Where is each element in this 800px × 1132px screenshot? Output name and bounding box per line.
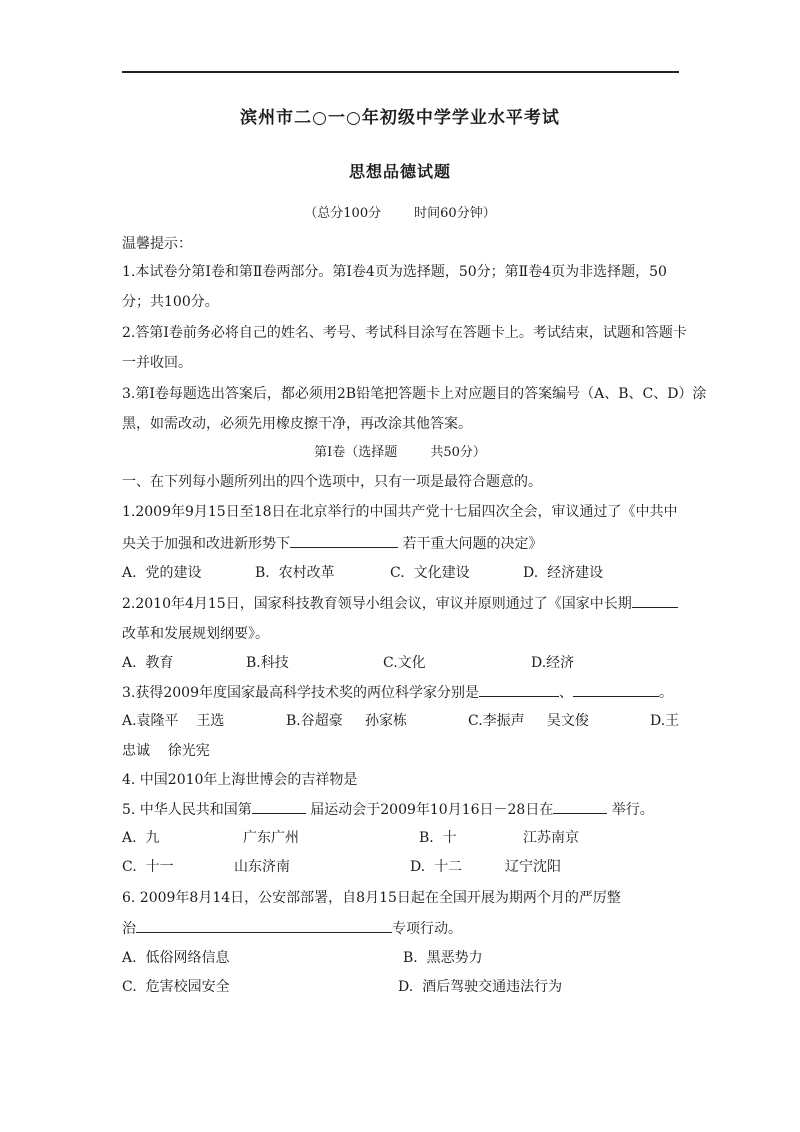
section-heading: 第Ⅰ卷（选择题 共50分） (314, 445, 486, 460)
q6-option-b: B. 黑恶势力 (403, 950, 483, 966)
q1-option-c: C. 文化建设 (390, 565, 470, 581)
section-instruction: 一、在下列每小题所列出的四个选项中，只有一项是最符合题意的。 (122, 474, 542, 490)
q5-option-c-place: 山东济南 (234, 859, 290, 875)
q3-blank-1 (479, 684, 559, 697)
q2-option-c: C.文化 (383, 655, 426, 671)
q5-line-1 (122, 801, 654, 818)
q1-option-d: D. 经济建设 (523, 565, 604, 581)
q5-blank-1 (252, 801, 306, 814)
q3-end: 。 (659, 685, 673, 701)
exam-note: （总分100分 时间60分钟） (304, 206, 496, 221)
q6-option-a: A. 低俗网络信息 (122, 950, 230, 966)
q5-option-a: A. 九 (122, 830, 160, 846)
q5-stem-b: 届运动会于2009年10月16日－28日在 (305, 802, 554, 818)
q3-option-c: C.李振声 吴文俊 (468, 713, 589, 729)
q2-option-b: B.科技 (246, 655, 289, 671)
q3-option-d-wrap: 忠诚 徐光宪 (122, 743, 210, 759)
q2-line-1 (122, 595, 678, 612)
tip-3-line-2: 黑，如需改动，必须先用橡皮擦干净，再改涂其他答案。 (122, 416, 472, 432)
q3-separator: 、 (559, 685, 573, 701)
q1-stem-a: 央关于加强和改进新形势下 (122, 536, 290, 552)
q1-stem-b: 若干重大问题的决定》 (398, 536, 543, 552)
tip-3-line-1: 3.第Ⅰ卷每题选出答案后，都必须用2B铅笔把答题卡上对应题目的答案编号（A、B、C、D）涂 (122, 386, 707, 402)
q3-blank-2 (573, 684, 659, 697)
q1-option-a: A. 党的建设 (122, 565, 202, 581)
header-rule (122, 71, 679, 73)
q6-option-d: D. 酒后驾驶交通违法行为 (398, 979, 563, 995)
tip-2-line-2: 一并收回。 (122, 355, 192, 371)
q4-line-1: 4. 中国2010年上海世博会的吉祥物是 (122, 772, 358, 788)
q5-option-a-place: 广东广州 (243, 830, 299, 846)
exam-subtitle: 思想品德试题 (348, 162, 451, 181)
q6-blank (136, 920, 392, 933)
tip-1-line-1: 1.本试卷分第Ⅰ卷和第Ⅱ卷两部分。第Ⅰ卷4页为选择题，50分；第Ⅱ卷4页为非选择题，50 (122, 264, 667, 280)
q6-option-c: C. 危害校园安全 (122, 979, 230, 995)
q1-option-b: B. 农村改革 (255, 565, 335, 581)
exam-title: 滨州市二○一○年初级中学学业水平考试 (240, 108, 560, 128)
q1-line-2 (122, 535, 542, 552)
q3-option-d: D.王 (650, 713, 680, 729)
q6-line-1: 6. 2009年8月14日，公安部部署，自8月15日起在全国开展为期两个月的严厉整 (122, 890, 621, 906)
tip-1-line-2: 分；共100分。 (122, 294, 219, 310)
q3-option-a: A.袁隆平 王选 (122, 713, 225, 729)
q5-option-d-place: 辽宁沈阳 (505, 859, 561, 875)
q2-stem-a: 2.2010年4月15日，国家科技教育领导小组会议，审议并原则通过了《国家中长期 (122, 596, 632, 612)
q5-stem-c: 举行。 (607, 802, 654, 818)
q1-blank (290, 535, 398, 548)
q5-option-b-place: 江苏南京 (523, 830, 579, 846)
q6-stem-b: 专项行动。 (392, 921, 462, 937)
q3-stem-a: 3.获得2009年度国家最高科学技术奖的两位科学家分别是 (122, 685, 479, 701)
tip-2-line-1: 2.答第Ⅰ卷前务必将自己的姓名、考号、考试科目涂写在答题卡上。考试结束，试题和答题卡 (122, 325, 687, 341)
q5-option-b: B. 十 (419, 830, 457, 846)
q5-blank-2 (553, 801, 607, 814)
q5-stem-a: 5. 中华人民共和国第 (122, 802, 252, 818)
q2-option-d: D.经济 (531, 655, 575, 671)
q1-line-1: 1.2009年9月15日至18日在北京举行的中国共产党十七届四次全会，审议通过了《中共中 (122, 504, 678, 520)
q5-option-c: C. 十一 (122, 859, 174, 875)
q3-line-1 (122, 684, 673, 701)
q6-stem-a: 治 (122, 921, 136, 937)
q6-line-2 (122, 920, 462, 937)
q2-line-2: 改革和发展规划纲要》。 (122, 626, 269, 642)
q3-option-b: B.谷超豪 孙家栋 (286, 713, 407, 729)
q2-blank (632, 595, 678, 608)
tips-heading: 温馨提示： (122, 236, 192, 252)
q5-option-d: D. 十二 (410, 859, 463, 875)
q2-option-a: A. 教育 (122, 655, 174, 671)
